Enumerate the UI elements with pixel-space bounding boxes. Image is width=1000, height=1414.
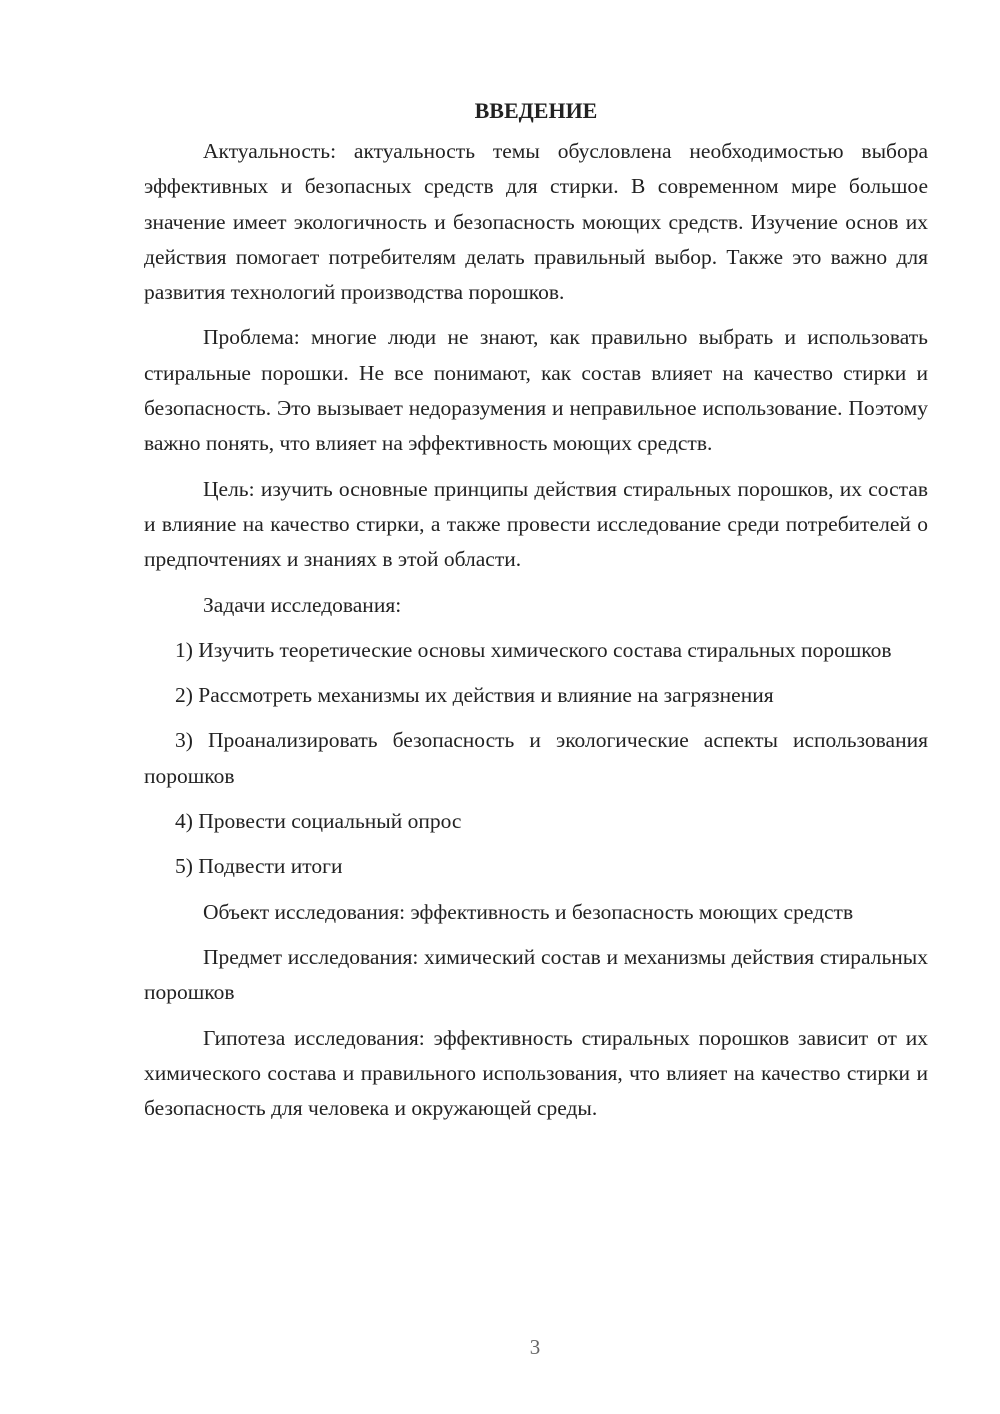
task-item-3: 3) Проанализировать безопасность и экологические аспекты использования порошков bbox=[144, 728, 928, 788]
page-number: 3 bbox=[529, 1335, 541, 1359]
section-heading: ВВЕДЕНИЕ bbox=[474, 98, 598, 123]
tasks-title: Задачи исследования: bbox=[203, 592, 402, 617]
paragraph-relevance: Актуальность: актуальность темы обусловлена необходимостью выбора эффективных и безопасных средств для стирки. В современном мире большое значение имеет экологичность и безопасность моющих средств. Изучение основ их действия помогает потребителям делать правильный выбор. Также это важно для развития технологий производства порошков. bbox=[144, 139, 928, 305]
task-item-5: 5) Подвести итоги bbox=[175, 854, 343, 879]
task-item-4: 4) Провести социальный опрос bbox=[175, 809, 462, 834]
paragraph-subject: Предмет исследования: химический состав и механизмы действия стиральных порошков bbox=[144, 944, 928, 1005]
paragraph-object: Объект исследования: эффективность и безопасность моющих средств bbox=[203, 899, 854, 924]
paragraph-goal: Цель: изучить основные принципы действия стиральных порошков, их состав и влияние на качество стирки, а также провести исследование среди потребителей о предпочтениях и знаниях в этой области. bbox=[144, 476, 928, 572]
paragraph-hypothesis: Гипотеза исследования: эффективность стиральных порошков зависит от их химического состава и правильного использования, что влияет на качество стирки и безопасность для человека и окружающей среды. bbox=[144, 1025, 928, 1121]
task-item-1: 1) Изучить теоретические основы химического состава стиральных порошков bbox=[175, 637, 892, 662]
task-item-2: 2) Рассмотреть механизмы их действия и влияние на загрязнения bbox=[175, 683, 774, 708]
paragraph-problem: Проблема: многие люди не знают, как правильно выбрать и использовать стиральные порошки. Не все понимают, как состав влияет на качество стирки и безопасность. Это вызывает недоразумения и неправильное использование. Поэтому важно понять, что влияет на эффективность моющих средств. bbox=[144, 325, 928, 456]
page-content bbox=[144, 96, 928, 1126]
